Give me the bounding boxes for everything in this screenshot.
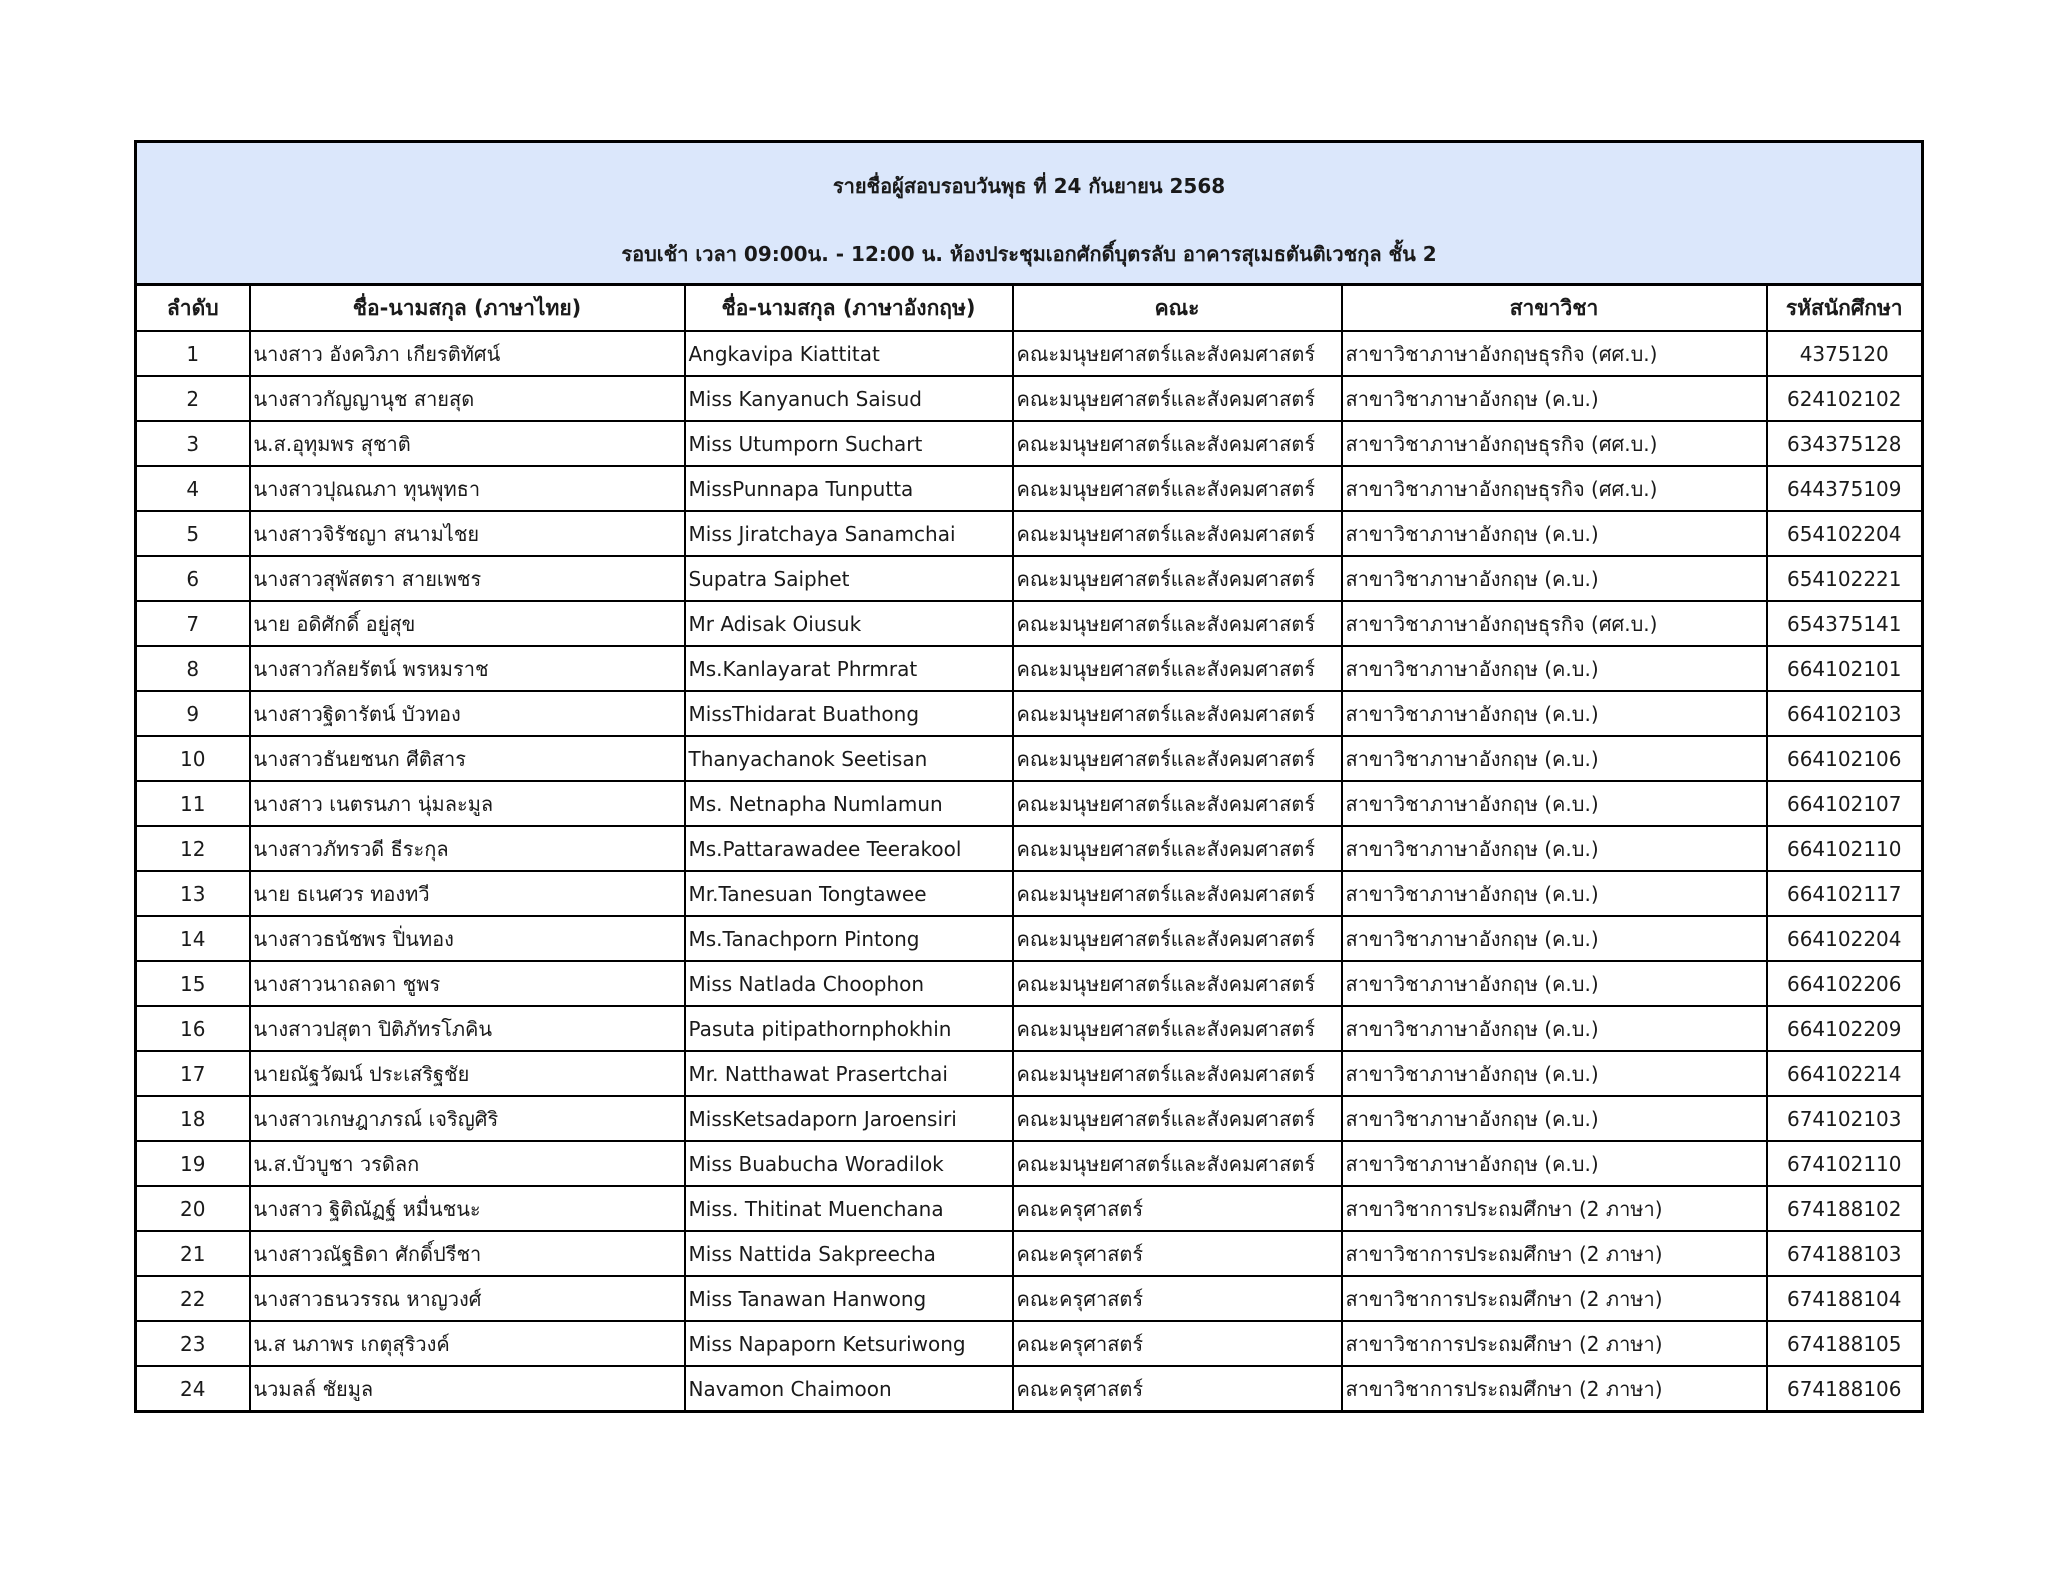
cell-no: 16 [136, 1006, 250, 1051]
cell-name-en: Mr Adisak Oiusuk [685, 601, 1013, 646]
cell-no: 24 [136, 1366, 250, 1412]
cell-name-en: Ms.Kanlayarat Phrmrat [685, 646, 1013, 691]
table-row [136, 961, 1923, 1006]
cell-major: สาขาวิชาภาษาอังกฤษ (ค.บ.) [1342, 1006, 1767, 1051]
table-row [136, 1321, 1923, 1366]
col-header-major: สาขาวิชา [1342, 285, 1767, 332]
cell-name-th: นาย อดิศักดิ์ อยู่สุข [250, 601, 685, 646]
cell-name-th: นางสาว เนตรนภา นุ่มละมูล [250, 781, 685, 826]
cell-name-en: Navamon Chaimoon [685, 1366, 1013, 1412]
cell-major: สาขาวิชาการประถมศึกษา (2 ภาษา) [1342, 1186, 1767, 1231]
table-row [136, 691, 1923, 736]
cell-no: 23 [136, 1321, 250, 1366]
cell-major: สาขาวิชาภาษาอังกฤษธุรกิจ (ศศ.บ.) [1342, 601, 1767, 646]
cell-major: สาขาวิชาภาษาอังกฤษธุรกิจ (ศศ.บ.) [1342, 331, 1767, 376]
table-row [136, 781, 1923, 826]
cell-name-th: นางสาวสุพัสตรา สายเพชร [250, 556, 685, 601]
cell-faculty: คณะครุศาสตร์ [1013, 1186, 1342, 1231]
cell-no: 21 [136, 1231, 250, 1276]
cell-name-en: Ms.Pattarawadee Teerakool [685, 826, 1013, 871]
page-title: รายชื่อผู้สอบรอบวันพุธ ที่ 24 กันยายน 2568 [832, 174, 1226, 198]
col-header-name-en: ชื่อ-นามสกุล (ภาษาอังกฤษ) [685, 285, 1013, 332]
cell-major: สาขาวิชาภาษาอังกฤษ (ค.บ.) [1342, 556, 1767, 601]
cell-name-th: นางสาวกัญญานุช สายสุด [250, 376, 685, 421]
cell-faculty: คณะมนุษยศาสตร์และสังคมศาสตร์ [1013, 331, 1342, 376]
cell-major: สาขาวิชาภาษาอังกฤษ (ค.บ.) [1342, 646, 1767, 691]
cell-name-th: นางสาวปุณณภา ทุนพุทธา [250, 466, 685, 511]
table-row [136, 826, 1923, 871]
cell-name-th: นางสาวธนวรรณ หาญวงศ์ [250, 1276, 685, 1321]
cell-faculty: คณะมนุษยศาสตร์และสังคมศาสตร์ [1013, 376, 1342, 421]
cell-name-th: นางสาวภัทรวดี ธีระกุล [250, 826, 685, 871]
cell-name-th: นาย ธเนศวร ทองทวี [250, 871, 685, 916]
table-row [136, 1141, 1923, 1186]
cell-name-en: Miss Nattida Sakpreecha [685, 1231, 1013, 1276]
table-row [136, 1276, 1923, 1321]
cell-student-id: 674188104 [1767, 1276, 1923, 1321]
cell-faculty: คณะมนุษยศาสตร์และสังคมศาสตร์ [1013, 421, 1342, 466]
cell-no: 14 [136, 916, 250, 961]
cell-student-id: 674188103 [1767, 1231, 1923, 1276]
cell-name-th: นางสาว อังควิภา เกียรติทัศน์ [250, 331, 685, 376]
cell-major: สาขาวิชาภาษาอังกฤษ (ค.บ.) [1342, 916, 1767, 961]
cell-major: สาขาวิชาภาษาอังกฤษ (ค.บ.) [1342, 691, 1767, 736]
cell-name-en: Miss Jiratchaya Sanamchai [685, 511, 1013, 556]
table-row [136, 1051, 1923, 1096]
cell-no: 15 [136, 961, 250, 1006]
cell-no: 2 [136, 376, 250, 421]
table-row [136, 601, 1923, 646]
table-row [136, 871, 1923, 916]
cell-no: 19 [136, 1141, 250, 1186]
cell-name-th: นางสาว ฐิติณัฏฐ์ หมื่นชนะ [250, 1186, 685, 1231]
cell-name-th: น.ส นภาพร เกตุสุริวงค์ [250, 1321, 685, 1366]
cell-major: สาขาวิชาภาษาอังกฤษธุรกิจ (ศศ.บ.) [1342, 421, 1767, 466]
table-row [136, 1186, 1923, 1231]
cell-no: 11 [136, 781, 250, 826]
cell-faculty: คณะมนุษยศาสตร์และสังคมศาสตร์ [1013, 466, 1342, 511]
table-row [136, 511, 1923, 556]
cell-no: 12 [136, 826, 250, 871]
cell-name-en: Miss Natlada Choophon [685, 961, 1013, 1006]
cell-no: 18 [136, 1096, 250, 1141]
cell-no: 4 [136, 466, 250, 511]
cell-name-en: Pasuta pitipathornphokhin [685, 1006, 1013, 1051]
cell-no: 6 [136, 556, 250, 601]
cell-major: สาขาวิชาการประถมศึกษา (2 ภาษา) [1342, 1231, 1767, 1276]
cell-name-en: Ms.Tanachporn Pintong [685, 916, 1013, 961]
cell-name-th: นวมลล์ ชัยมูล [250, 1366, 685, 1412]
cell-major: สาขาวิชาภาษาอังกฤษ (ค.บ.) [1342, 1051, 1767, 1096]
cell-name-en: Miss Tanawan Hanwong [685, 1276, 1013, 1321]
cell-student-id: 674188106 [1767, 1366, 1923, 1412]
col-header-faculty: คณะ [1013, 285, 1342, 332]
cell-student-id: 664102103 [1767, 691, 1923, 736]
cell-faculty: คณะมนุษยศาสตร์และสังคมศาสตร์ [1013, 916, 1342, 961]
cell-name-th: นางสาวกัลยรัตน์ พรหมราช [250, 646, 685, 691]
cell-student-id: 664102214 [1767, 1051, 1923, 1096]
cell-student-id: 664102209 [1767, 1006, 1923, 1051]
cell-faculty: คณะครุศาสตร์ [1013, 1276, 1342, 1321]
cell-major: สาขาวิชาการประถมศึกษา (2 ภาษา) [1342, 1366, 1767, 1412]
cell-faculty: คณะครุศาสตร์ [1013, 1231, 1342, 1276]
cell-major: สาขาวิชาภาษาอังกฤษ (ค.บ.) [1342, 961, 1767, 1006]
table-row [136, 1006, 1923, 1051]
cell-no: 17 [136, 1051, 250, 1096]
cell-major: สาขาวิชาภาษาอังกฤษ (ค.บ.) [1342, 871, 1767, 916]
cell-faculty: คณะมนุษยศาสตร์และสังคมศาสตร์ [1013, 556, 1342, 601]
cell-student-id: 664102204 [1767, 916, 1923, 961]
cell-major: สาขาวิชาภาษาอังกฤษ (ค.บ.) [1342, 1096, 1767, 1141]
cell-name-en: Supatra Saiphet [685, 556, 1013, 601]
cell-student-id: 674102110 [1767, 1141, 1923, 1186]
cell-no: 9 [136, 691, 250, 736]
table-row [136, 466, 1923, 511]
cell-major: สาขาวิชาภาษาอังกฤษ (ค.บ.) [1342, 511, 1767, 556]
col-header-student-id: รหัสนักศึกษา [1767, 285, 1923, 332]
cell-name-en: Miss Kanyanuch Saisud [685, 376, 1013, 421]
cell-faculty: คณะมนุษยศาสตร์และสังคมศาสตร์ [1013, 1141, 1342, 1186]
table-row [136, 1231, 1923, 1276]
cell-faculty: คณะมนุษยศาสตร์และสังคมศาสตร์ [1013, 736, 1342, 781]
cell-name-en: Miss. Thitinat Muenchana [685, 1186, 1013, 1231]
cell-major: สาขาวิชาภาษาอังกฤษ (ค.บ.) [1342, 376, 1767, 421]
cell-student-id: 664102206 [1767, 961, 1923, 1006]
col-header-name-th: ชื่อ-นามสกุล (ภาษาไทย) [250, 285, 685, 332]
session-subtitle: รอบเช้า เวลา 09:00น. - 12:00 น. ห้องประชุมเอกศักดิ์บุตรลับ อาคารสุเมธตันติเวชกุล ชั้น 2 [621, 242, 1437, 266]
cell-name-en: Miss Buabucha Woradilok [685, 1141, 1013, 1186]
cell-name-en: Miss Napaporn Ketsuriwong [685, 1321, 1013, 1366]
cell-name-en: Miss Utumporn Suchart [685, 421, 1013, 466]
cell-student-id: 634375128 [1767, 421, 1923, 466]
cell-name-th: นางสาวธันยชนก ศีติสาร [250, 736, 685, 781]
cell-no: 7 [136, 601, 250, 646]
cell-student-id: 664102117 [1767, 871, 1923, 916]
cell-student-id: 654102221 [1767, 556, 1923, 601]
cell-faculty: คณะครุศาสตร์ [1013, 1321, 1342, 1366]
table-row [136, 556, 1923, 601]
cell-name-th: นายณัฐวัฒน์ ประเสริฐชัย [250, 1051, 685, 1096]
cell-major: สาขาวิชาภาษาอังกฤษ (ค.บ.) [1342, 781, 1767, 826]
cell-major: สาขาวิชาภาษาอังกฤษ (ค.บ.) [1342, 1141, 1767, 1186]
cell-faculty: คณะมนุษยศาสตร์และสังคมศาสตร์ [1013, 871, 1342, 916]
cell-name-th: นางสาวณัฐธิดา ศักดิ์ปรีชา [250, 1231, 685, 1276]
exam-roster-table [134, 140, 1924, 1413]
cell-faculty: คณะมนุษยศาสตร์และสังคมศาสตร์ [1013, 1006, 1342, 1051]
table-row [136, 421, 1923, 466]
cell-student-id: 654375141 [1767, 601, 1923, 646]
cell-student-id: 644375109 [1767, 466, 1923, 511]
cell-faculty: คณะมนุษยศาสตร์และสังคมศาสตร์ [1013, 781, 1342, 826]
cell-name-th: นางสาวจิรัชญา สนามไชย [250, 511, 685, 556]
cell-student-id: 624102102 [1767, 376, 1923, 421]
cell-name-th: นางสาวฐิดารัตน์ บัวทอง [250, 691, 685, 736]
cell-major: สาขาวิชาภาษาอังกฤษ (ค.บ.) [1342, 826, 1767, 871]
cell-no: 8 [136, 646, 250, 691]
cell-student-id: 674102103 [1767, 1096, 1923, 1141]
cell-student-id: 664102106 [1767, 736, 1923, 781]
cell-student-id: 674188102 [1767, 1186, 1923, 1231]
cell-name-en: Mr. Natthawat Prasertchai [685, 1051, 1013, 1096]
cell-student-id: 664102110 [1767, 826, 1923, 871]
cell-faculty: คณะมนุษยศาสตร์และสังคมศาสตร์ [1013, 601, 1342, 646]
table-row [136, 1096, 1923, 1141]
cell-major: สาขาวิชาภาษาอังกฤษธุรกิจ (ศศ.บ.) [1342, 466, 1767, 511]
cell-faculty: คณะมนุษยศาสตร์และสังคมศาสตร์ [1013, 961, 1342, 1006]
cell-no: 20 [136, 1186, 250, 1231]
table-row [136, 736, 1923, 781]
table-row [136, 1366, 1923, 1412]
cell-name-en: Ms. Netnapha Numlamun [685, 781, 1013, 826]
cell-student-id: 664102107 [1767, 781, 1923, 826]
roster-body [136, 331, 1923, 1412]
cell-student-id: 4375120 [1767, 331, 1923, 376]
cell-faculty: คณะมนุษยศาสตร์และสังคมศาสตร์ [1013, 1051, 1342, 1096]
cell-name-en: Mr.Tanesuan Tongtawee [685, 871, 1013, 916]
table-row [136, 916, 1923, 961]
cell-no: 22 [136, 1276, 250, 1321]
table-row [136, 376, 1923, 421]
cell-faculty: คณะมนุษยศาสตร์และสังคมศาสตร์ [1013, 646, 1342, 691]
cell-faculty: คณะมนุษยศาสตร์และสังคมศาสตร์ [1013, 1096, 1342, 1141]
cell-name-th: น.ส.อุทุมพร สุชาติ [250, 421, 685, 466]
table-row [136, 331, 1923, 376]
cell-name-th: น.ส.บัวบูชา วรดิลก [250, 1141, 685, 1186]
cell-no: 5 [136, 511, 250, 556]
cell-major: สาขาวิชาการประถมศึกษา (2 ภาษา) [1342, 1276, 1767, 1321]
table-row [136, 646, 1923, 691]
cell-faculty: คณะมนุษยศาสตร์และสังคมศาสตร์ [1013, 691, 1342, 736]
cell-name-en: Thanyachanok Seetisan [685, 736, 1013, 781]
col-header-no: ลำดับ [136, 285, 250, 332]
cell-student-id: 664102101 [1767, 646, 1923, 691]
cell-name-th: นางสาวปสุตา ปิติภัทรโภคิน [250, 1006, 685, 1051]
cell-name-en: MissPunnapa Tunputta [685, 466, 1013, 511]
cell-faculty: คณะครุศาสตร์ [1013, 1366, 1342, 1412]
cell-name-en: Angkavipa Kiattitat [685, 331, 1013, 376]
cell-name-th: นางสาวธนัชพร ปิ่นทอง [250, 916, 685, 961]
cell-major: สาขาวิชาภาษาอังกฤษ (ค.บ.) [1342, 736, 1767, 781]
column-header-row [136, 285, 1923, 332]
cell-name-en: MissKetsadaporn Jaroensiri [685, 1096, 1013, 1141]
title-banner [136, 142, 1923, 285]
cell-no: 3 [136, 421, 250, 466]
cell-no: 10 [136, 736, 250, 781]
cell-no: 1 [136, 331, 250, 376]
cell-name-th: นางสาวเกษฎาภรณ์ เจริญศิริ [250, 1096, 685, 1141]
cell-student-id: 654102204 [1767, 511, 1923, 556]
cell-name-th: นางสาวนาถลดา ชูพร [250, 961, 685, 1006]
cell-faculty: คณะมนุษยศาสตร์และสังคมศาสตร์ [1013, 511, 1342, 556]
cell-major: สาขาวิชาการประถมศึกษา (2 ภาษา) [1342, 1321, 1767, 1366]
cell-no: 13 [136, 871, 250, 916]
cell-name-en: MissThidarat Buathong [685, 691, 1013, 736]
cell-student-id: 674188105 [1767, 1321, 1923, 1366]
cell-faculty: คณะมนุษยศาสตร์และสังคมศาสตร์ [1013, 826, 1342, 871]
